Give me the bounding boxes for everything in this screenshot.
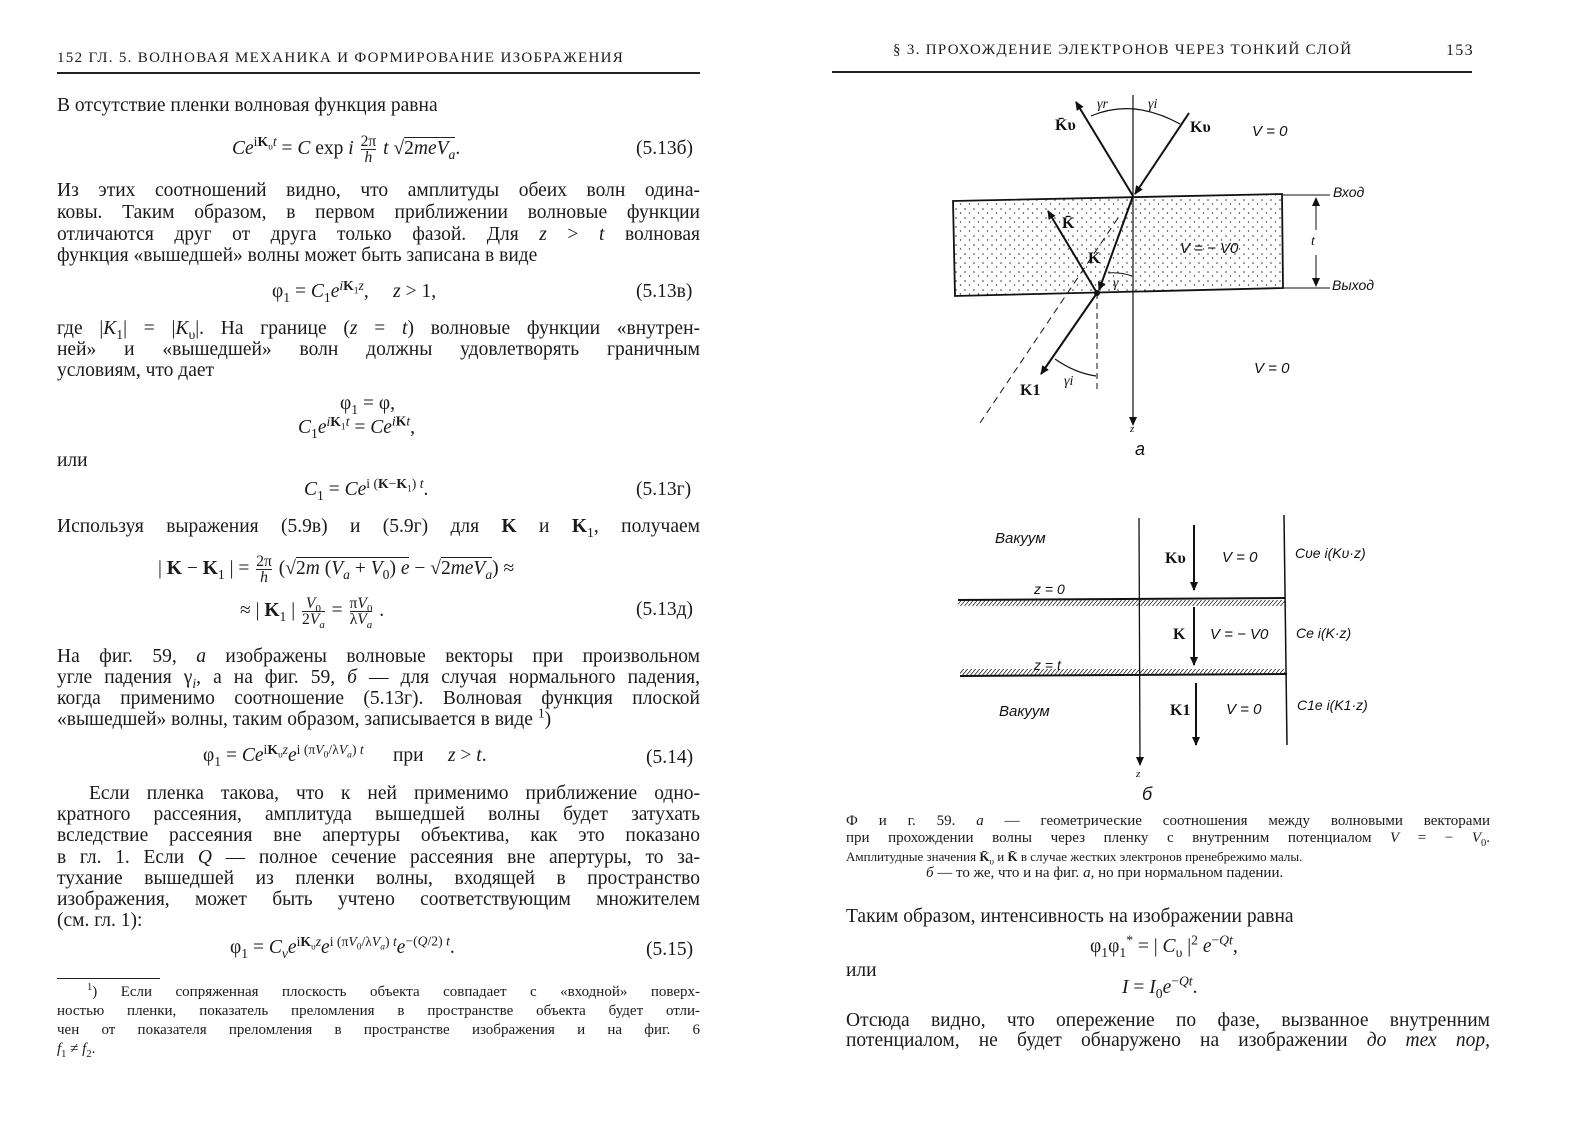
label-panel-b: б [1142, 784, 1153, 804]
label-k: K [1088, 250, 1101, 267]
text-line: где $|K_1| = |K_\upsilon|$. На границе (z = t) волновые функции «внутрен- [57, 318, 700, 340]
figure-caption-line: б — то же, что и на фиг. а, но при нормальном падении. [926, 865, 1284, 881]
text-line: В отсутствие пленки волновая функция равна [57, 95, 438, 116]
equation-number: (5.13г) [636, 479, 692, 500]
equation: | $K - K_1$ | = $\frac{2\pi}{h}$ (√2m $(V_a + V_0) e - √2meV_a$) ≈ [158, 553, 515, 586]
text-line: На фиг. 59, а изображены волновые векторы при произвольном [57, 646, 700, 667]
running-head-left: 152 ГЛ. 5. ВОЛНОВАЯ МЕХАНИКА И ФОРМИРОВАНИЕ ИЗОБРАЖЕНИЯ [57, 50, 625, 66]
label-v-film-b: V = − V0 [1210, 626, 1269, 643]
text-line: ковы. Таким образом, в первом приближении волновые функции [57, 202, 700, 223]
equation-number: (5.15) [646, 939, 694, 960]
boundary-z0 [958, 598, 1285, 600]
label-k-b: K [1173, 626, 1186, 643]
footnote-line: ностью пленки, показатель преломления в пространстве объекта будет отли- [57, 1003, 700, 1019]
label-z: z [1130, 423, 1135, 435]
figure-b [958, 515, 1368, 804]
text-line: функция «вышедшей» волны может быть записана в виде [57, 245, 538, 266]
vector-k1 [1041, 293, 1097, 374]
label-wave-top: Cυe i(Kυ·z) [1295, 545, 1366, 561]
text-line: «вышедшей» волны, таким образом, записывается в виде $^1$) [57, 705, 552, 730]
label-z0: z = 0 [1034, 581, 1065, 597]
label-t: t [1311, 234, 1315, 249]
text-line: в гл. 1. Если Q — полное сечение рассеяния вне апертуры, то за- [57, 847, 700, 868]
label-kv-b: Kυ [1165, 550, 1186, 567]
label-panel-a: а [1135, 439, 1146, 459]
figure-caption-line: Амплитудные значения $K̄_\upsilon$ и K̄ в случае жестких электронов пренебрежимо малы. [846, 849, 1303, 867]
text-line: Отсюда видно, что опережение по фазе, вызванное внутренним [846, 1010, 1490, 1031]
label-gamma: γ [1113, 276, 1119, 291]
equation-number: (5.14) [646, 747, 694, 768]
text-line: кратного рассеяния, амплитуда вышедшей волны будет затухать [57, 804, 700, 825]
equation: $\varphi_1 = C_1e^{iK_1z}$, z > 1, [272, 277, 437, 305]
label-v0-bottom-b: V = 0 [1226, 701, 1262, 718]
label-v-film: V = − V0 [1180, 240, 1239, 257]
equation: $C_1 = Ce^{i (K-K_1) t}$. [304, 475, 429, 503]
footnote-line: чен от показателя преломления в пространстве изображения и на фиг. 6 [57, 1022, 700, 1038]
label-gamma-r: γr [1097, 97, 1108, 112]
equation: $I = I_0e^{-Qt}$. [1122, 973, 1198, 1001]
label-gamma-i: γi [1148, 97, 1158, 112]
equation-number: (5.13в) [636, 281, 693, 302]
label-gamma-i-bottom: γi [1064, 374, 1074, 389]
label-zt: z = t [1034, 657, 1061, 673]
equation-number: (5.13д) [636, 599, 694, 620]
label-wave-mid: Ce i(K·z) [1296, 625, 1352, 641]
label-vacuum-top: Вакуум [995, 530, 1046, 547]
text-line: условиям, что дает [57, 360, 215, 381]
text-line: Таким образом, интенсивность на изображении равна [846, 906, 1294, 927]
text-line: (см. гл. 1): [57, 910, 143, 931]
label-vacuum-bottom: Вакуум [999, 703, 1050, 720]
label-k1-b: K1 [1170, 702, 1191, 719]
label-z-b: z [1136, 768, 1141, 780]
figure-caption-line: при прохождении волны через пленку с внутренним потенциалом V = − $V_0$. [846, 830, 1490, 848]
vector-kv [1135, 113, 1189, 194]
vector-kv-bar [1076, 102, 1133, 196]
text-line: изображения, может быть учтено соответствующим множителем [57, 889, 700, 910]
footnote-line: $^1$) Если сопряженная плоскость объекта совпадает с «входной» поверх- [87, 983, 700, 1000]
label-k-bar: K̄ [1062, 215, 1075, 232]
label-wave-bottom: C1e i(K1·z) [1297, 697, 1368, 713]
label-kv: Kυ [1190, 119, 1211, 136]
label-entry: Вход [1333, 184, 1365, 200]
text-line: Если пленка такова, что к ней применимо приближение одно- [89, 783, 700, 804]
text-line: Из этих соотношений видно, что амплитуды обеих волн одина- [57, 180, 700, 201]
equation-number: (5.13б) [636, 138, 694, 159]
text-line: или [846, 960, 877, 981]
equation: ≈ | $K_1$ | $\frac{V_0}{2V_a}$ = $\frac{\pi V_0}{\lambda V_a}$ . [240, 595, 385, 632]
page-number: 153 [1446, 42, 1474, 59]
angle-arc-bottom [1055, 359, 1096, 376]
figure-a [953, 95, 1374, 459]
footnote-line: $f_1 \ne f_2$. [57, 1041, 96, 1060]
text-line: вследствие рассеяния вне апертуры объектива, как это показано [57, 825, 700, 846]
right-divider [1284, 515, 1287, 745]
text-line: потенциалом, не будет обнаружено на изображении до тех пор, [846, 1030, 1490, 1051]
equation: $\varphi_1 = C_ve^{iK_\upsilon z}e^{i (\pi V_0/\lambda V_a) t}e^{-(Q/2) t}$. [230, 933, 455, 961]
equation: $\varphi_1 = \varphi$, [340, 393, 395, 417]
label-v0-bottom: V = 0 [1254, 360, 1290, 377]
text-line: угле падения $\gamma_i$, а на фиг. 59, б — для случая нормального падения, [57, 667, 700, 689]
text-line: отличаются друг от друга только фазой. Для z > t волновая [57, 224, 700, 245]
text-line: ней» и «вышедшей» волн должны удовлетворять граничным [57, 339, 700, 360]
label-exit: Выход [1332, 277, 1375, 293]
text-line: тухание вышедшей из пленки волны, входящей в пространство [57, 868, 700, 889]
z-axis-b [1139, 518, 1140, 765]
label-kv-bar: K̄υ [1055, 117, 1076, 134]
figure-caption-line: Ф и г. 59. а — геометрические соотношения между волновыми векторами [846, 813, 1490, 829]
label-k1: K1 [1020, 382, 1041, 399]
text-line: Используя выражения (5.9в) и (5.9г) для K и $K_1$, получаем [57, 516, 700, 538]
equation: $\varphi_1 = Ce^{iK_\upsilon z}e^{i (\pi V_0/\lambda V_a) t}$ при z > t. [203, 741, 487, 769]
label-v0-top: V = 0 [1252, 123, 1288, 140]
text-line: когда применимо соотношение (5.13г). Волновая функция плоской [57, 688, 700, 709]
equation: $\varphi_1\varphi_1^*$ = | $C_\upsilon$ $|^2$ $e^{-Qt}$, [1090, 932, 1238, 960]
text-line: или [57, 450, 88, 471]
equation: $C_1e^{iK_1t} = Ce^{iKt}$, [298, 413, 416, 441]
label-v0-top-b: V = 0 [1222, 549, 1258, 566]
equation: $Ce^{iK_\upsilon t} = C$ exp i $\frac{2\pi}{h}$ t √2meV$_a$. [232, 133, 461, 166]
running-head-right: § 3. ПРОХОЖДЕНИЕ ЭЛЕКТРОНОВ ЧЕРЕЗ ТОНКИЙ СЛОЙ [893, 42, 1353, 58]
